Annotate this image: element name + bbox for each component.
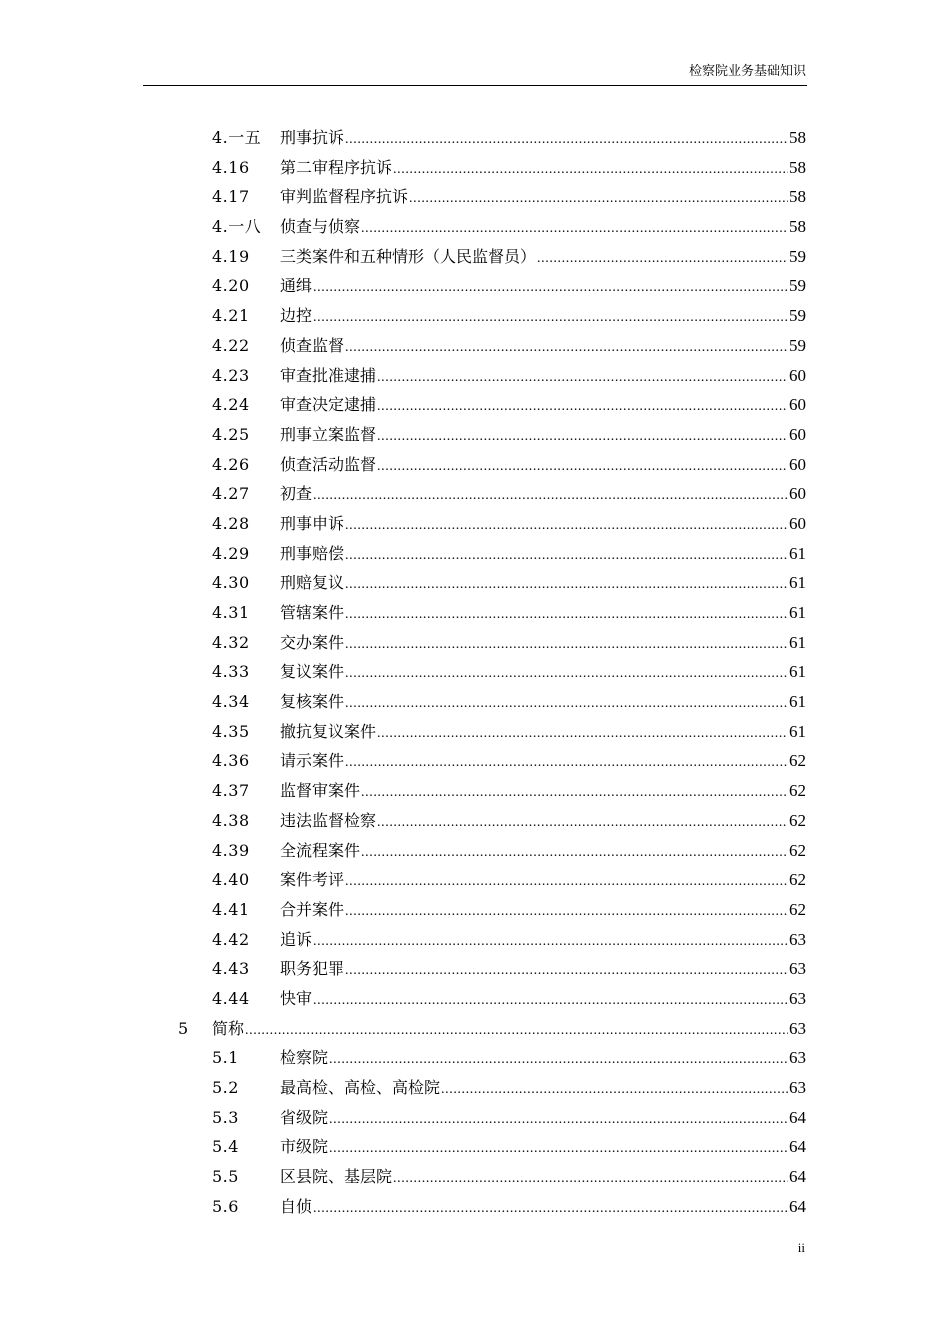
toc-entry[interactable] [0, 1132, 950, 1162]
dot-leader [393, 1164, 788, 1194]
toc-entry-title: 复议案件 [280, 662, 345, 682]
toc-entry-title: 边控 [280, 306, 313, 326]
toc-entry-title: 刑赔复议 [280, 573, 345, 593]
toc-entry-page: 62 [789, 781, 806, 801]
toc-entry-number: 4.43 [212, 959, 250, 979]
toc-entry[interactable] [0, 509, 950, 539]
toc-entry-page: 63 [789, 959, 806, 979]
toc-entry-number: 5.2 [212, 1078, 239, 1097]
toc-entry[interactable] [0, 657, 950, 687]
toc-entry-number: 4.35 [212, 721, 250, 741]
toc-entry-title: 案件考评 [280, 870, 345, 890]
toc-entry[interactable] [0, 450, 950, 480]
toc-entry-line [280, 717, 806, 749]
dot-leader [345, 570, 788, 600]
toc-entry-number: 5.3 [212, 1107, 239, 1127]
dot-leader [345, 630, 788, 660]
toc-entry-number: 4.44 [212, 988, 250, 1008]
toc-entry[interactable] [0, 865, 950, 895]
toc-entry-number: 4.一五 [212, 128, 262, 147]
toc-entry-page: 60 [789, 424, 806, 444]
toc-entry-page: 64 [789, 1107, 806, 1127]
toc-entry-line [280, 1162, 806, 1194]
toc-entry-page: 60 [789, 395, 806, 415]
dot-leader [361, 778, 788, 808]
toc-entry-line [280, 865, 806, 897]
toc-entry[interactable] [0, 925, 950, 955]
toc-entry-line [280, 212, 806, 244]
toc-entry[interactable] [0, 895, 950, 925]
running-header-title: 检察院业务基础知识 [688, 64, 806, 79]
toc-entry-title: 审查批准逮捕 [280, 365, 377, 385]
dot-leader [345, 659, 788, 689]
toc-entry-line [280, 361, 806, 393]
toc-entry-title: 侦查与侦察 [280, 217, 361, 237]
toc-entry-title: 刑事赔偿 [280, 543, 345, 563]
toc-entry-line [280, 925, 806, 957]
toc-entry-line [280, 1132, 806, 1164]
toc-entry-page: 62 [789, 840, 806, 860]
toc-entry-title: 交办案件 [280, 632, 345, 652]
dot-leader [345, 125, 788, 155]
dot-leader [313, 927, 788, 957]
toc-entry-line [280, 657, 806, 689]
toc-entry-title: 快审 [280, 988, 313, 1008]
toc-entry-line [280, 271, 806, 303]
toc-entry-line [280, 331, 806, 363]
dot-leader [393, 155, 788, 185]
toc-entry-page: 64 [789, 1137, 806, 1157]
toc-entry[interactable] [0, 361, 950, 391]
toc-entry-page: 58 [789, 157, 806, 177]
toc-entry-number: 4.22 [212, 335, 250, 355]
toc-entry[interactable] [0, 212, 950, 242]
toc-entry-title: 初查 [280, 484, 313, 504]
toc-entry-line [280, 153, 806, 185]
toc-entry[interactable] [0, 420, 950, 450]
toc-entry[interactable] [0, 687, 950, 717]
toc-entry-line [280, 895, 806, 927]
toc-entry-title: 省级院 [280, 1107, 329, 1127]
toc-entry-number: 4.30 [212, 573, 250, 593]
toc-entry-line [212, 1014, 806, 1046]
toc-entry[interactable] [0, 628, 950, 658]
toc-entry-line [280, 450, 806, 482]
toc-entry-page: 61 [789, 721, 806, 741]
toc-entry-title: 通缉 [280, 276, 313, 296]
toc-entry-title: 审查决定逮捕 [280, 395, 377, 415]
toc-entry-number: 4.26 [212, 454, 250, 474]
toc-entry-title: 刑事立案监督 [280, 424, 377, 444]
toc-entry-line [280, 1043, 806, 1075]
toc-entry-line [280, 1073, 806, 1105]
toc-entry-title: 侦查活动监督 [280, 454, 377, 474]
toc-entry[interactable] [0, 1073, 950, 1103]
toc-entry-title: 追诉 [280, 929, 313, 949]
toc-entry-page: 64 [789, 1167, 806, 1187]
toc-entry-page: 62 [789, 810, 806, 830]
toc-entry[interactable] [0, 301, 950, 331]
toc-entry-title: 管辖案件 [280, 603, 345, 622]
toc-entry-title: 复核案件 [280, 692, 345, 712]
toc-entry-line [280, 776, 806, 808]
toc-entry-page: 62 [789, 870, 806, 890]
toc-entry-number: 4.39 [212, 840, 250, 860]
toc-entry-title: 市级院 [280, 1137, 329, 1157]
header-rule [143, 85, 807, 86]
dot-leader [345, 600, 788, 630]
dot-leader [345, 333, 788, 363]
toc-entry-number: 4.37 [212, 781, 250, 801]
toc-entry-line [280, 1103, 806, 1135]
toc-entry[interactable] [0, 836, 950, 866]
dot-leader [313, 481, 788, 511]
toc-entry-title: 刑事申诉 [280, 513, 345, 533]
toc-entry[interactable] [0, 568, 950, 598]
toc-entry-page: 63 [789, 1018, 806, 1038]
toc-entry-number: 4.42 [212, 929, 250, 949]
toc-entry-number: 5.6 [212, 1196, 239, 1216]
toc-entry-page: 61 [789, 692, 806, 712]
toc-entry-title: 侦查监督 [280, 335, 345, 355]
toc-entry-number: 4.27 [212, 484, 250, 504]
toc-entry-page: 59 [789, 276, 806, 296]
page-number: ii [797, 1240, 805, 1255]
toc-entry-number: 4.41 [212, 899, 250, 919]
toc-entry-line [280, 836, 806, 868]
toc-entry-line [280, 479, 806, 511]
toc-entry-page: 61 [789, 632, 806, 652]
dot-leader [313, 303, 788, 333]
toc-entry-page: 63 [789, 1048, 806, 1068]
toc-entry-title: 刑事抗诉 [280, 128, 345, 147]
toc-entry-page: 63 [789, 929, 806, 949]
toc-entry[interactable] [0, 1192, 950, 1222]
toc-entry-number: 4.19 [212, 246, 250, 266]
dot-leader [345, 541, 788, 571]
toc-entry-page: 64 [789, 1196, 806, 1216]
toc-entry-title: 违法监督检察 [280, 810, 377, 830]
toc-entry-line [280, 242, 806, 274]
toc-entry[interactable] [0, 1103, 950, 1133]
toc-entry[interactable] [0, 717, 950, 747]
toc-entry-number: 4.16 [212, 157, 250, 177]
toc-entry-page: 60 [789, 454, 806, 474]
toc-entry-page: 60 [789, 484, 806, 504]
dot-leader [377, 719, 788, 749]
dot-leader [361, 838, 788, 868]
toc-entry-page: 59 [789, 335, 806, 355]
dot-leader [345, 689, 788, 719]
toc-entry[interactable] [0, 390, 950, 420]
toc-entry-title: 检察院 [280, 1048, 329, 1068]
toc-entry-title: 撤抗复议案件 [280, 721, 377, 741]
dot-leader [345, 867, 788, 897]
toc-entry-number: 5.5 [212, 1167, 239, 1187]
toc-entry[interactable] [0, 776, 950, 806]
toc-entry[interactable] [0, 746, 950, 776]
dot-leader [345, 897, 788, 927]
toc-entry-page: 63 [789, 1078, 806, 1097]
toc-entry-line [280, 568, 806, 600]
toc-entry-number: 4.33 [212, 662, 250, 682]
toc-entry[interactable] [0, 182, 950, 212]
toc-entry-page: 60 [789, 513, 806, 533]
toc-entry[interactable] [0, 123, 950, 153]
dot-leader [377, 363, 788, 393]
toc-entry[interactable] [0, 1014, 950, 1044]
toc-entry-number: 4.24 [212, 395, 250, 415]
toc-entry-number: 4.一八 [212, 217, 262, 237]
toc-entry-page: 61 [789, 543, 806, 563]
toc-entry-line [280, 984, 806, 1016]
toc-entry-title: 请示案件 [280, 751, 345, 771]
toc-entry[interactable] [0, 598, 950, 628]
toc-entry-page: 59 [789, 306, 806, 326]
toc-entry-line [280, 1192, 806, 1224]
toc-entry-line [280, 123, 806, 155]
toc-entry-title: 第二审程序抗诉 [280, 157, 393, 177]
table-of-contents [0, 123, 950, 1221]
toc-entry-title: 监督审案件 [280, 781, 361, 801]
toc-entry[interactable] [0, 806, 950, 836]
toc-entry-page: 61 [789, 573, 806, 593]
toc-entry[interactable] [0, 331, 950, 361]
dot-leader [361, 214, 788, 244]
toc-entry-number: 4.34 [212, 692, 250, 712]
toc-entry-page: 58 [789, 217, 806, 237]
toc-entry-line [280, 182, 806, 214]
dot-leader [313, 273, 788, 303]
toc-entry-line [280, 746, 806, 778]
toc-entry-line [280, 509, 806, 541]
toc-entry-line [280, 390, 806, 422]
toc-entry-title: 合并案件 [280, 899, 345, 919]
dot-leader [441, 1075, 788, 1105]
toc-entry-title: 职务犯罪 [280, 959, 345, 979]
toc-entry-number: 4.31 [212, 603, 250, 622]
dot-leader [245, 1016, 788, 1046]
toc-entry-number: 4.36 [212, 751, 250, 771]
toc-entry[interactable] [0, 984, 950, 1014]
toc-entry-page: 60 [789, 365, 806, 385]
toc-entry-number: 4.23 [212, 365, 250, 385]
toc-entry-line [280, 806, 806, 838]
toc-entry-title: 三类案件和五种情形（人民监督员） [280, 246, 537, 266]
toc-entry[interactable] [0, 539, 950, 569]
toc-entry-page: 63 [789, 988, 806, 1008]
toc-entry-number: 4.21 [212, 306, 250, 326]
toc-entry-number: 5.4 [212, 1137, 239, 1157]
toc-entry-number: 4.25 [212, 424, 250, 444]
toc-entry-page: 58 [789, 187, 806, 207]
dot-leader [345, 748, 788, 778]
dot-leader [377, 422, 788, 452]
toc-entry-line [280, 687, 806, 719]
toc-entry-line [280, 598, 806, 630]
dot-leader [377, 392, 788, 422]
toc-entry-number: 4.38 [212, 810, 250, 830]
toc-entry[interactable] [0, 1162, 950, 1192]
toc-entry-title: 最高检、高检、高检院 [280, 1078, 441, 1097]
toc-entry-title: 简称 [212, 1018, 245, 1038]
toc-entry-page: 58 [789, 128, 806, 147]
dot-leader [409, 184, 788, 214]
dot-leader [313, 986, 788, 1016]
toc-entry-number: 4.29 [212, 543, 250, 563]
toc-entry-number: 4.40 [212, 870, 250, 890]
toc-entry-line [280, 628, 806, 660]
toc-entry-title: 区县院、基层院 [280, 1167, 393, 1187]
toc-entry-page: 59 [789, 246, 806, 266]
toc-entry-number: 4.32 [212, 632, 250, 652]
dot-leader [345, 511, 788, 541]
toc-entry-number: 4.17 [212, 187, 250, 207]
toc-entry[interactable] [0, 242, 950, 272]
toc-entry[interactable] [0, 954, 950, 984]
toc-entry-title: 自侦 [280, 1196, 313, 1216]
toc-entry-title: 全流程案件 [280, 840, 361, 860]
dot-leader [537, 244, 788, 274]
toc-entry-line [280, 539, 806, 571]
toc-entry[interactable] [0, 479, 950, 509]
toc-entry[interactable] [0, 271, 950, 301]
dot-leader [329, 1134, 788, 1164]
dot-leader [345, 956, 788, 986]
toc-entry[interactable] [0, 153, 950, 183]
dot-leader [313, 1194, 788, 1224]
toc-entry-page: 62 [789, 751, 806, 771]
dot-leader [329, 1105, 788, 1135]
toc-entry-page: 61 [789, 662, 806, 682]
toc-entry-number: 5.1 [212, 1048, 239, 1068]
toc-entry-page: 61 [789, 603, 806, 622]
toc-entry-line [280, 301, 806, 333]
toc-entry-number: 4.28 [212, 513, 250, 533]
dot-leader [377, 808, 788, 838]
toc-entry-page: 62 [789, 899, 806, 919]
dot-leader [329, 1045, 788, 1075]
toc-entry-number: 5 [178, 1018, 189, 1038]
toc-entry-title: 审判监督程序抗诉 [280, 187, 409, 207]
toc-entry-line [280, 954, 806, 986]
toc-entry-line [280, 420, 806, 452]
toc-entry-number: 4.20 [212, 276, 250, 296]
toc-entry[interactable] [0, 1043, 950, 1073]
dot-leader [377, 452, 788, 482]
